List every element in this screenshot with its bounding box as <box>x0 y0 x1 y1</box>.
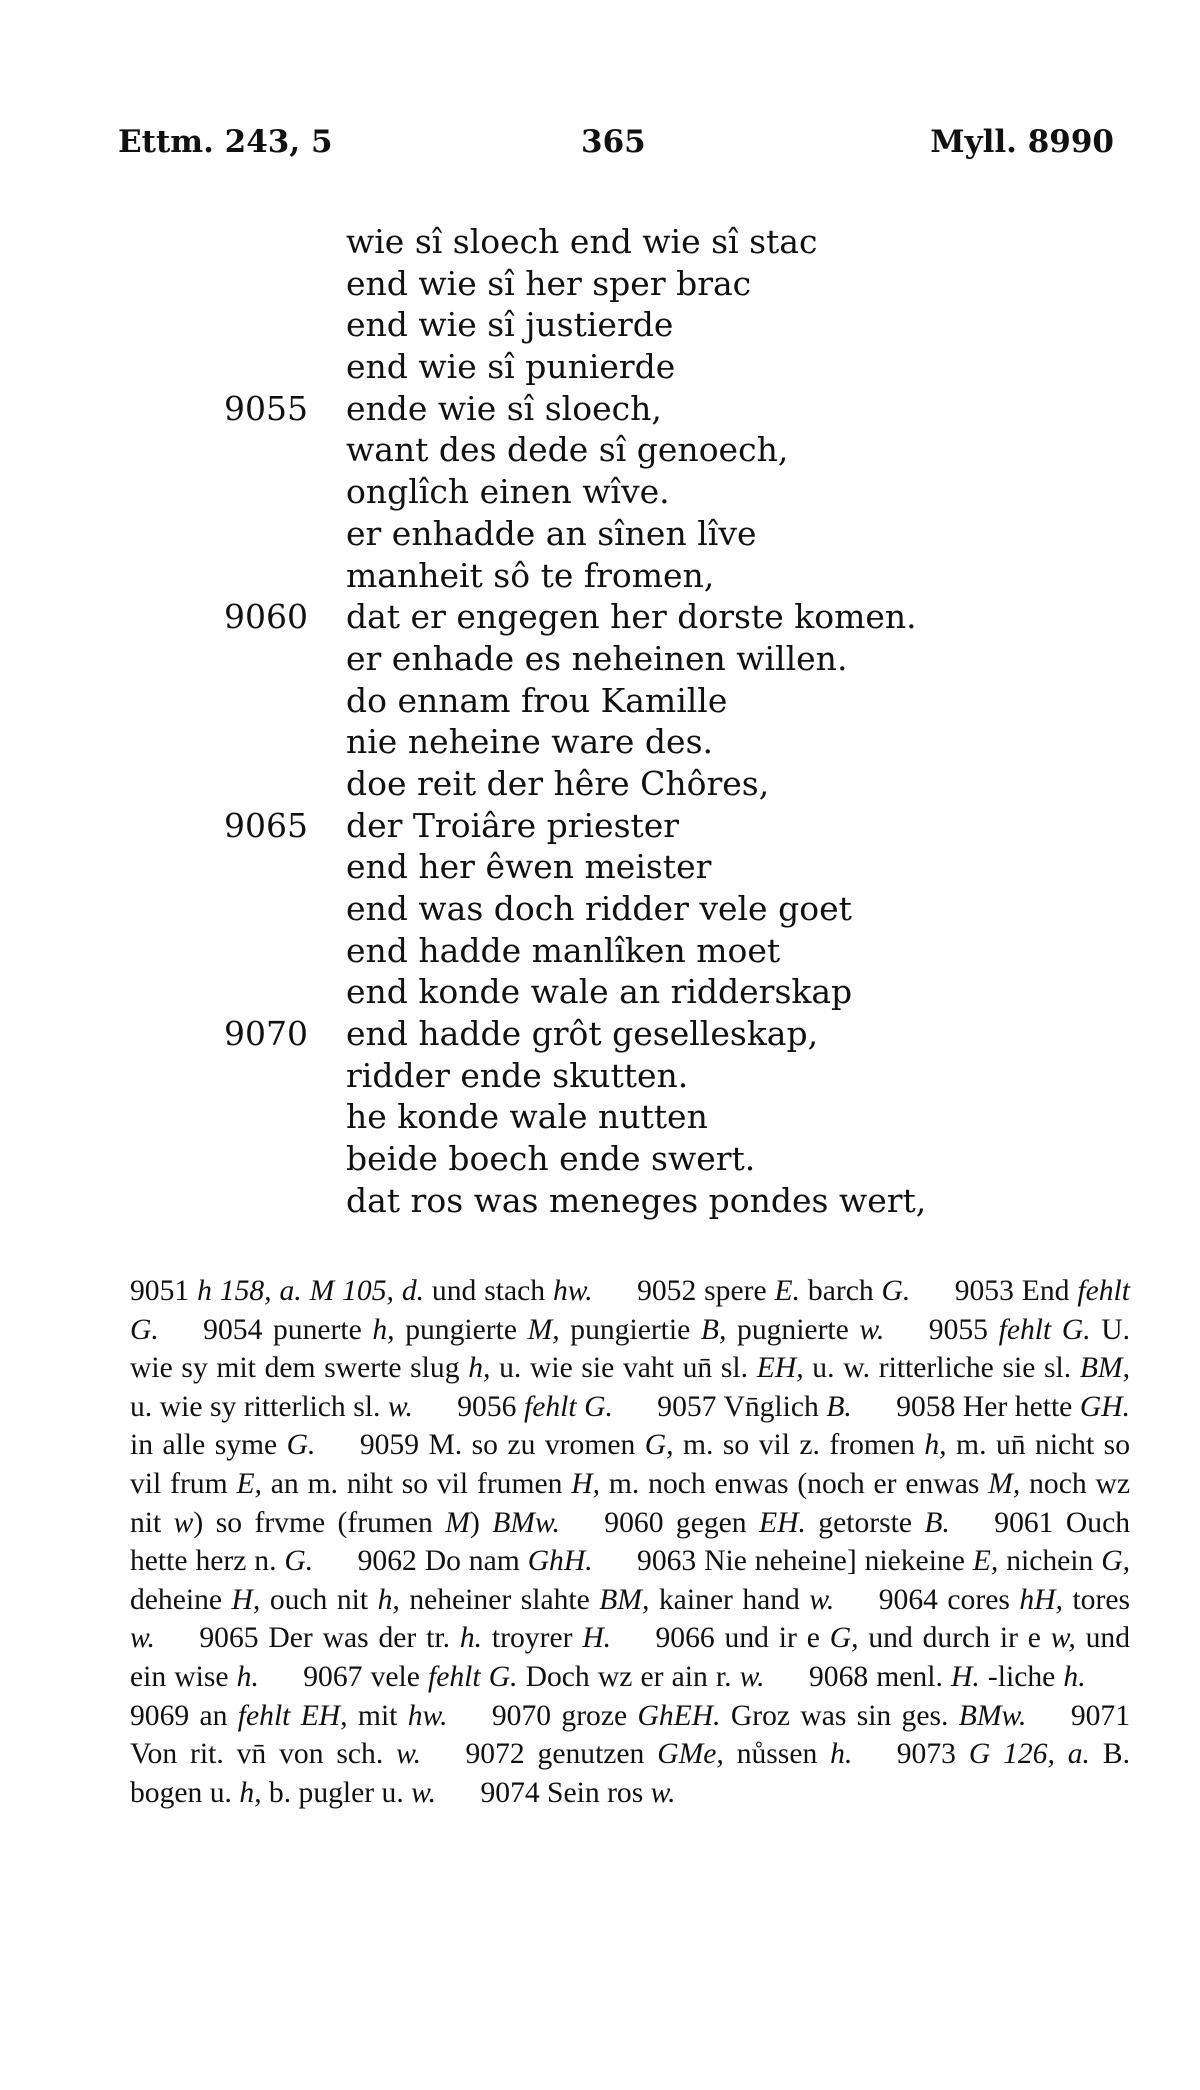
page-header <box>118 124 1114 174</box>
siglum: w. <box>739 1660 765 1693</box>
verse-line <box>0 555 1200 597</box>
verse-line <box>0 263 1200 305</box>
siglum: w <box>173 1506 194 1539</box>
siglum: M <box>445 1506 470 1539</box>
verse-line <box>0 1013 1200 1055</box>
siglum: BMw. <box>492 1506 560 1539</box>
note-text: pungierte <box>394 1313 528 1346</box>
verse-line <box>0 680 1200 722</box>
line-number: 9060 <box>224 597 308 637</box>
note-text: u. wie sy ritterlich sl. <box>130 1390 388 1423</box>
verse-line <box>0 846 1200 888</box>
apparatus-note <box>130 1275 593 1307</box>
note-text: 9065 Der was der tr. <box>199 1622 460 1655</box>
siglum: h, <box>239 1776 262 1809</box>
apparatus-note <box>203 1314 884 1346</box>
siglum: H. <box>950 1660 980 1693</box>
note-text: m. noch enwas (noch er enwas <box>600 1467 989 1500</box>
note-text: B. bogen u. <box>130 1738 1130 1809</box>
note-text: u. wie sie vaht un̄ sl. <box>490 1352 757 1385</box>
verse-line <box>0 513 1200 555</box>
apparatus-note <box>492 1700 1027 1732</box>
note-text: 9052 spere <box>637 1275 775 1307</box>
verse-line-text: dat ros was meneges pondes wert, <box>346 1180 927 1220</box>
siglum: h. <box>1063 1660 1086 1693</box>
note-text: 9069 an <box>130 1699 238 1732</box>
note-text: 9054 punerte <box>203 1313 373 1346</box>
note-text: 9070 groze <box>491 1699 638 1732</box>
siglum: GH. <box>1079 1390 1130 1423</box>
note-text: 9062 Do nam <box>357 1545 528 1578</box>
siglum: GhEH. <box>637 1699 721 1732</box>
apparatus-note <box>303 1661 764 1693</box>
note-text: 9073 <box>896 1738 969 1771</box>
siglum: fehlt G. <box>523 1390 613 1423</box>
siglum: w, <box>1050 1622 1076 1655</box>
siglum: fehlt EH, <box>237 1699 348 1732</box>
siglum: h 158, a. M 105, d. <box>197 1275 425 1307</box>
verse-line-text: end wie sî punierde <box>346 347 676 387</box>
note-text: b. pugler u. <box>261 1776 412 1809</box>
note-text: 9060 gegen <box>604 1506 759 1539</box>
siglum: G. <box>881 1275 911 1307</box>
critical-apparatus <box>130 1272 1130 1812</box>
siglum: GhH. <box>527 1545 593 1578</box>
note-text: ) so frvme (frumen <box>193 1506 446 1539</box>
siglum: E, <box>236 1467 262 1500</box>
note-text: und stach <box>424 1275 553 1307</box>
siglum: G. <box>286 1429 316 1462</box>
siglum: h. <box>459 1622 483 1655</box>
siglum: H, <box>231 1583 261 1616</box>
verse-line <box>0 1180 1200 1222</box>
note-text: 9068 menl. <box>808 1660 951 1693</box>
note-text: in alle syme <box>130 1429 287 1462</box>
siglum: B. <box>826 1390 852 1423</box>
note-text: deheine <box>130 1583 232 1616</box>
verse-line <box>0 429 1200 471</box>
note-text: noch wz nit <box>130 1467 1130 1539</box>
siglum: w. <box>411 1776 437 1809</box>
note-text: und durch ir e <box>858 1622 1051 1655</box>
note-text: tores <box>1062 1583 1130 1616</box>
verse-line-text: manheit sô te fromen, <box>346 555 715 595</box>
verse-line-text: wie sî sloech end wie sî stac <box>346 222 818 261</box>
verse-line <box>0 471 1200 513</box>
siglum: w. <box>396 1738 422 1771</box>
verse-line <box>0 971 1200 1013</box>
siglum: h, <box>377 1583 400 1616</box>
siglum: GMe, <box>657 1738 724 1771</box>
note-text: 9056 <box>457 1390 524 1423</box>
siglum: fehlt G. <box>427 1660 518 1693</box>
note-text: pungiertie <box>559 1313 701 1346</box>
verse-line <box>0 1055 1200 1097</box>
verse-line <box>0 596 1200 638</box>
verse-line <box>0 888 1200 930</box>
verse-line-text: end was doch ridder vele goet <box>346 889 852 928</box>
note-text: 9067 vele <box>303 1660 428 1693</box>
apparatus-note <box>358 1545 593 1577</box>
note-text: 9064 cores <box>878 1583 1020 1616</box>
note-text: ) <box>469 1506 493 1539</box>
note-text: barch <box>800 1275 882 1307</box>
note-text: an m. niht so vil frumen <box>261 1467 572 1500</box>
verse-line <box>0 805 1200 847</box>
line-number: 9070 <box>224 1014 308 1054</box>
note-text: 9061 Ouch hette herz n. <box>130 1506 1130 1578</box>
apparatus-note <box>130 1700 447 1732</box>
siglum: BMw. <box>958 1699 1027 1732</box>
verse-line-text: end wie sî justierde <box>346 305 674 345</box>
apparatus-note <box>604 1507 950 1539</box>
note-text: pugnierte <box>726 1313 860 1346</box>
note-text: 9074 Sein ros <box>480 1776 651 1809</box>
note-text: -liche <box>979 1660 1064 1693</box>
note-text: getorste <box>805 1506 925 1539</box>
note-text: troyrer <box>482 1622 583 1655</box>
siglum: G 126, a. <box>968 1738 1090 1771</box>
verse-line <box>0 304 1200 346</box>
verse-line-text: dat er engegen her dorste komen. <box>346 597 917 637</box>
siglum: M, <box>527 1313 560 1346</box>
verse-line <box>0 1096 1200 1138</box>
siglum: h, <box>372 1313 395 1346</box>
siglum: h. <box>830 1738 853 1771</box>
siglum: w. <box>859 1313 885 1346</box>
note-text: nichein <box>998 1545 1102 1578</box>
siglum: H, <box>571 1467 601 1500</box>
note-text: 9072 genutzen <box>465 1738 658 1771</box>
siglum: w. <box>130 1622 155 1655</box>
apparatus-note <box>637 1275 910 1307</box>
siglum: BM, <box>1079 1352 1130 1385</box>
siglum: w. <box>650 1776 676 1809</box>
siglum: E. <box>774 1275 800 1307</box>
verse-text <box>0 221 1200 1222</box>
siglum: M, <box>988 1467 1021 1500</box>
note-text: 9066 und ir e <box>655 1622 830 1655</box>
verse-line <box>0 638 1200 680</box>
verse-line <box>0 930 1200 972</box>
verse-line-text: onglîch einen wîve. <box>346 472 670 512</box>
siglum: h, <box>924 1429 947 1462</box>
siglum: EH. <box>759 1506 806 1539</box>
note-text: 9071 Von rit. vn̄ von sch. <box>130 1699 1130 1771</box>
verse-line-text: beide boech ende swert. <box>346 1139 756 1179</box>
running-head-right: Myll. 8990 <box>930 124 1114 160</box>
note-text: 9051 <box>130 1275 198 1307</box>
note-text: neheiner slahte <box>399 1583 600 1616</box>
verse-line-text: end wie sî her sper brac <box>346 263 752 303</box>
verse-line-text: der Troiâre priester <box>346 805 680 845</box>
verse-line-text: er enhadde an sînen lîve <box>346 513 757 553</box>
note-text: nůssen <box>723 1738 831 1771</box>
verse-line <box>0 721 1200 763</box>
note-text: 9058 Her hette <box>896 1390 1080 1423</box>
verse-line-text: he konde wale nutten <box>346 1097 708 1137</box>
siglum: h, <box>468 1352 491 1385</box>
verse-line <box>0 763 1200 805</box>
line-number: 9065 <box>224 805 308 845</box>
siglum: G, <box>1101 1545 1131 1578</box>
siglum: E, <box>972 1545 999 1578</box>
note-text: kainer hand <box>649 1583 810 1616</box>
note-text: u. w. ritterliche sie sl. <box>803 1352 1080 1385</box>
note-text: 9055 <box>928 1313 999 1346</box>
apparatus-note <box>457 1391 613 1423</box>
note-text: m. un̄ nicht so vil frum <box>130 1429 1130 1500</box>
siglum: w. <box>387 1390 413 1423</box>
siglum: B, <box>700 1313 727 1346</box>
note-text: m. so vil z. fromen <box>673 1429 925 1462</box>
note-text: Doch wz er ain r. <box>517 1660 740 1693</box>
verse-line-text: end konde wale an ridderskap <box>346 972 853 1012</box>
note-text: mit <box>347 1699 408 1732</box>
apparatus-note <box>809 1661 1086 1693</box>
siglum: EH, <box>756 1352 804 1385</box>
apparatus-note <box>199 1622 611 1654</box>
siglum: fehlt G. <box>130 1275 1130 1346</box>
page-number: 365 <box>581 124 646 160</box>
note-text: ouch nit <box>260 1583 378 1616</box>
verse-line-text: ridder ende skutten. <box>346 1055 689 1095</box>
siglum: hH, <box>1019 1583 1063 1616</box>
verse-line <box>0 1138 1200 1180</box>
verse-line <box>0 346 1200 388</box>
note-text: 9059 M. so zu vromen <box>359 1429 645 1462</box>
verse-line-text: ende wie sî sloech, <box>346 388 662 428</box>
note-text: U. wie sy mit dem swerte slug <box>130 1313 1130 1385</box>
siglum: B. <box>924 1506 950 1539</box>
siglum: G, <box>644 1429 674 1462</box>
note-text: 9057 Vn̄glich <box>657 1390 827 1423</box>
siglum: BM, <box>599 1583 650 1616</box>
verse-line-text: do ennam frou Kamille <box>346 680 728 720</box>
line-number: 9055 <box>224 388 308 428</box>
siglum: h. <box>236 1660 259 1693</box>
verse-line-text: nie neheine ware des. <box>346 722 714 762</box>
siglum: G. <box>284 1545 314 1578</box>
verse-line-text: want des dede sî genoech, <box>346 430 789 470</box>
siglum: G, <box>829 1622 859 1655</box>
verse-line <box>0 388 1200 430</box>
note-text: Groz was sin ges. <box>720 1699 959 1732</box>
verse-line <box>0 221 1200 263</box>
note-text: 9053 End <box>954 1275 1078 1307</box>
siglum: w. <box>809 1583 835 1616</box>
verse-line-text: end her êwen meister <box>346 847 712 887</box>
running-head-left: Ettm. 243, 5 <box>118 124 333 160</box>
apparatus-note <box>657 1391 852 1423</box>
siglum: hw. <box>407 1699 448 1732</box>
verse-line-text: end hadde grôt geselleskap, <box>346 1014 819 1054</box>
verse-line-text: end hadde manlîken moet <box>346 930 781 970</box>
verse-line-text: er enhade es neheinen willen. <box>346 638 848 678</box>
note-text: 9063 Nie neheine] niekeine <box>637 1545 973 1578</box>
apparatus-note <box>465 1738 852 1770</box>
siglum: hw. <box>552 1275 593 1307</box>
siglum: fehlt G. <box>998 1313 1091 1346</box>
siglum: H. <box>582 1622 612 1655</box>
note-text: und ein wise <box>130 1622 1131 1693</box>
apparatus-note <box>480 1777 675 1809</box>
verse-line-text: doe reit der hêre Chôres, <box>346 763 770 803</box>
